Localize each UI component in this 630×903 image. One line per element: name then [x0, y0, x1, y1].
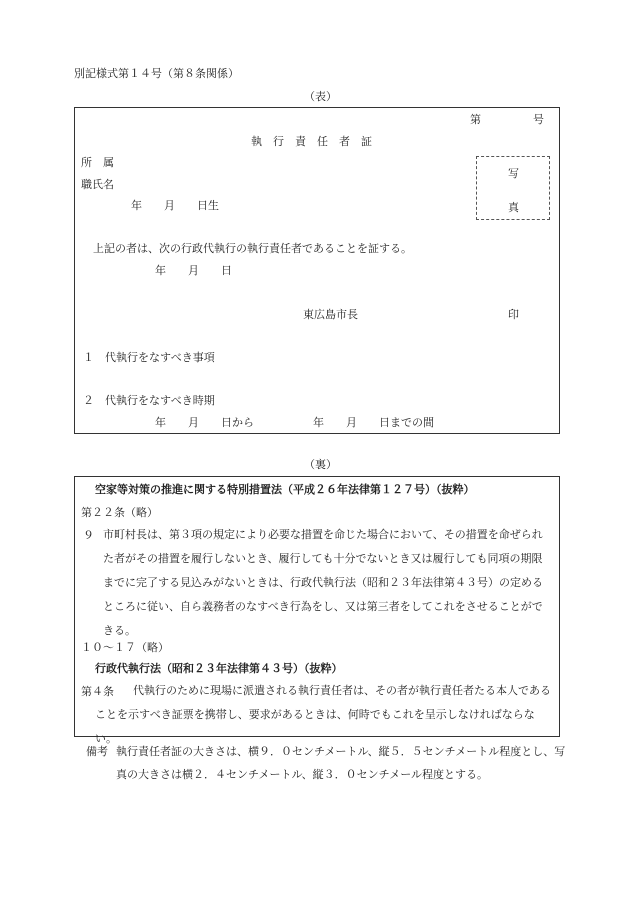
item-1: １ 代執行をなすべき事項 — [83, 351, 215, 364]
issue-date: 年 月 日 — [155, 264, 232, 277]
seal-mark: 印 — [508, 308, 519, 321]
form-label: 別記様式第１４号（第８条関係） — [74, 67, 239, 80]
back-card — [74, 476, 560, 745]
article-22: 第２２条（略） — [81, 506, 158, 519]
certify-text: 上記の者は、次の行政代執行の執行責任者であることを証する。 — [93, 242, 412, 255]
back-caption: （裏） — [304, 458, 337, 471]
article-4-label: 第４条 — [81, 685, 114, 698]
law2-title: 行政代執行法（昭和２３年法律第４３号）（抜粋） — [95, 662, 343, 675]
period-from: 年 月 日から — [155, 416, 254, 429]
article-4-text: 代執行のために現場に派遣される執行責任者は、その者が執行責任者たる本人であることを示すべき証票を携帯し、要求があるときは、何時でもこれを呈示しなければならない。 — [95, 684, 551, 745]
photo-label-1: 写 — [508, 167, 519, 180]
front-card — [74, 107, 560, 434]
photo-label-2: 真 — [508, 201, 519, 214]
paragraph-9-number: ９ — [83, 529, 94, 542]
number-prefix: 第 — [470, 113, 481, 126]
period-to: 年 月 日までの間 — [313, 416, 434, 429]
item-2: ２ 代執行をなすべき時期 — [83, 394, 215, 407]
photo-frame — [476, 156, 550, 220]
law1-title: 空家等対策の推進に関する特別措置法（平成２６年法律第１２７号）（抜粋） — [95, 483, 475, 496]
card-title: 執 行 責 任 者 証 — [251, 135, 372, 148]
remarks-text: 執行責任者証の大きさは、横９．０センチメートル、縦５．５センチメートル程度とし、写真の大きさは横２．４センチメートル、縦３．０センチメール程度とする。 — [116, 745, 566, 781]
birth-date: 年 月 日生 — [131, 199, 219, 212]
paragraphs-10-17: １０～１７（略） — [81, 641, 169, 654]
name-label: 職氏名 — [81, 178, 114, 191]
number-suffix: 号 — [533, 113, 544, 126]
remarks-label: 備考 — [86, 745, 108, 758]
front-caption: （表） — [304, 90, 337, 103]
paragraph-9-text: 市町村長は、第３項の規定により必要な措置を命じた場合において、その措置を命ぜられた者がその措置を履行しないとき、履行しても十分でないとき又は履行しても同項の期限までに完了する見込みがないときは、行政代執行法（昭和２３年法律第４３号）の定めるところに従い、自ら義務者のなすべき行為をし、又は第三者をしてこれをさせることができる。 — [103, 528, 543, 637]
affiliation-label: 所 属 — [81, 156, 114, 169]
issuer: 東広島市長 — [303, 308, 358, 321]
